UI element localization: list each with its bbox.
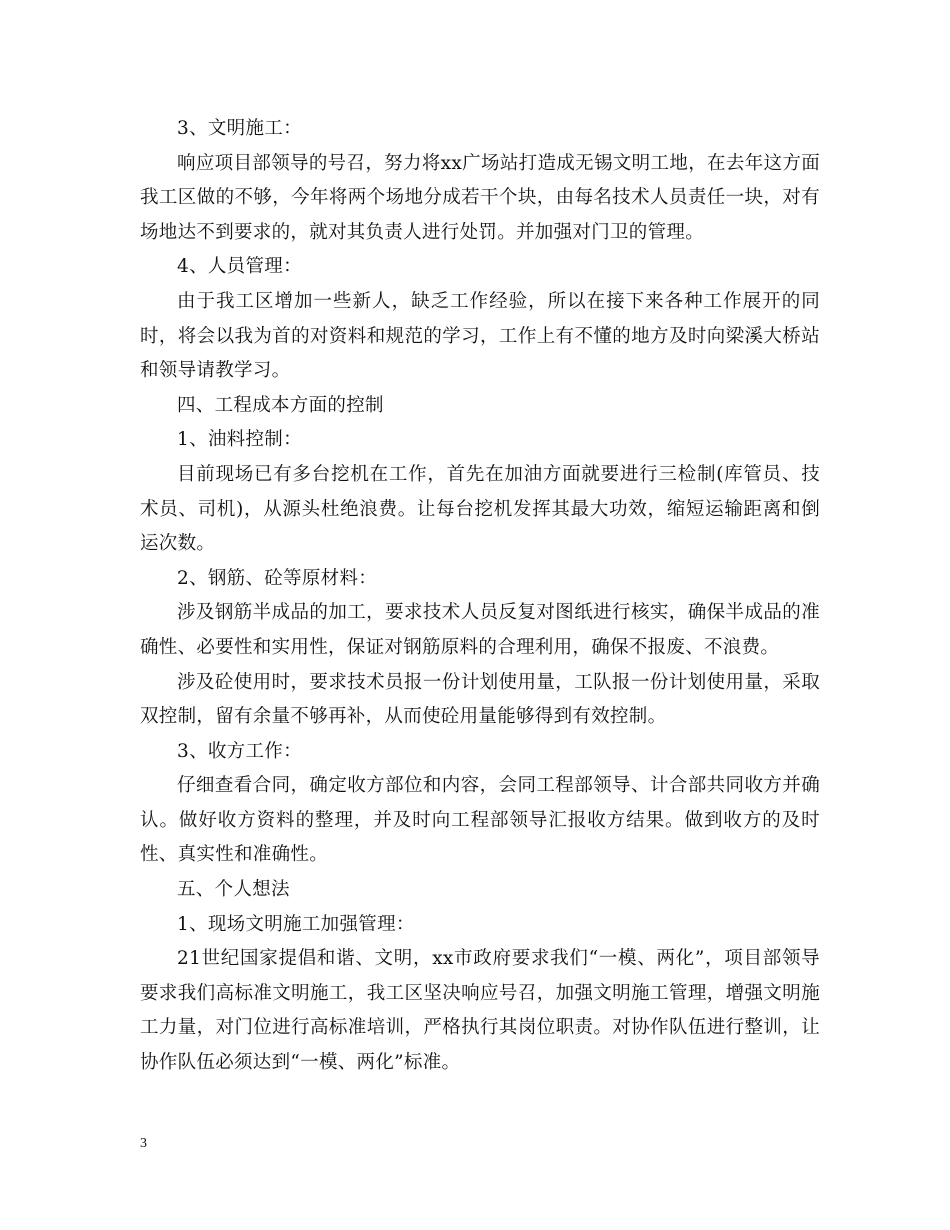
page-number: 3 (140, 1136, 147, 1151)
paragraph-personnel-management: 由于我工区增加一些新人，缺乏工作经验，所以在接下来各种工作展开的同时，将会以我为首的对资料和规范的学习，工作上有不懂的地方及时向梁溪大桥站和领导请教学习。 (140, 290, 820, 382)
section-heading-personal-ideas: 五、个人想法 (177, 879, 290, 901)
paragraph-concrete-usage: 涉及砼使用时，要求技术员报一份计划使用量，工队报一份计划使用量，采取双控制，留有余量不够再补，从而使砼用量能够得到有效控制。 (140, 671, 820, 728)
heading-site-management: 1、现场文明施工加强管理： (177, 913, 415, 935)
paragraph-site-management: 21世纪国家提倡和谐、文明，xx市政府要求我们“一模、两化”，项目部领导要求我们高标准文明施工，我工区坚决响应号召，加强文明施工管理，增强文明施工力量，对门位进行高标准培训，严格执行其岗位职责。对协作队伍进行整训，让协作队伍必须达到“一模、两化”标准。 (140, 948, 820, 1074)
heading-personnel-management: 4、人员管理： (177, 256, 302, 278)
document-body (140, 112, 820, 1081)
section-heading-cost-control: 四、工程成本方面的控制 (177, 394, 384, 416)
paragraph-rebar-processing: 涉及钢筋半成品的加工，要求技术人员反复对图纸进行核实，确保半成品的准确性、必要性和实用性，保证对钢筋原料的合理利用，确保不报废、不浪费。 (140, 602, 820, 658)
heading-civilized-construction: 3、文明施工： (177, 118, 302, 139)
heading-fuel-control: 1、油料控制： (177, 429, 302, 451)
paragraph-quantity-survey: 仔细查看合同，确定收方部位和内容，会同工程部领导、计合部共同收方并确认。做好收方资料的整理，并及时向工程部领导汇报收方结果。做到收方的及时性、真实性和准确性。 (140, 775, 820, 866)
heading-quantity-survey: 3、收方工作： (177, 740, 302, 762)
paragraph-fuel-control: 目前现场已有多台挖机在工作，首先在加油方面就要进行三检制(库管员、技术员、司机)，从源头杜绝浪费。让每台挖机发挥其最大功效，缩短运输距离和倒运次数。 (140, 463, 820, 555)
heading-raw-materials: 2、钢筋、砼等原材料： (177, 567, 378, 589)
paragraph-civilized-construction: 响应项目部领导的号召，努力将xx广场站打造成无锡文明工地，在去年这方面我工区做的不够，今年将两个场地分成若干个块，由每名技术人员责任一块，对有场地达不到要求的，就对其负责人进行处罚。并加强对门卫的管理。 (140, 152, 820, 243)
